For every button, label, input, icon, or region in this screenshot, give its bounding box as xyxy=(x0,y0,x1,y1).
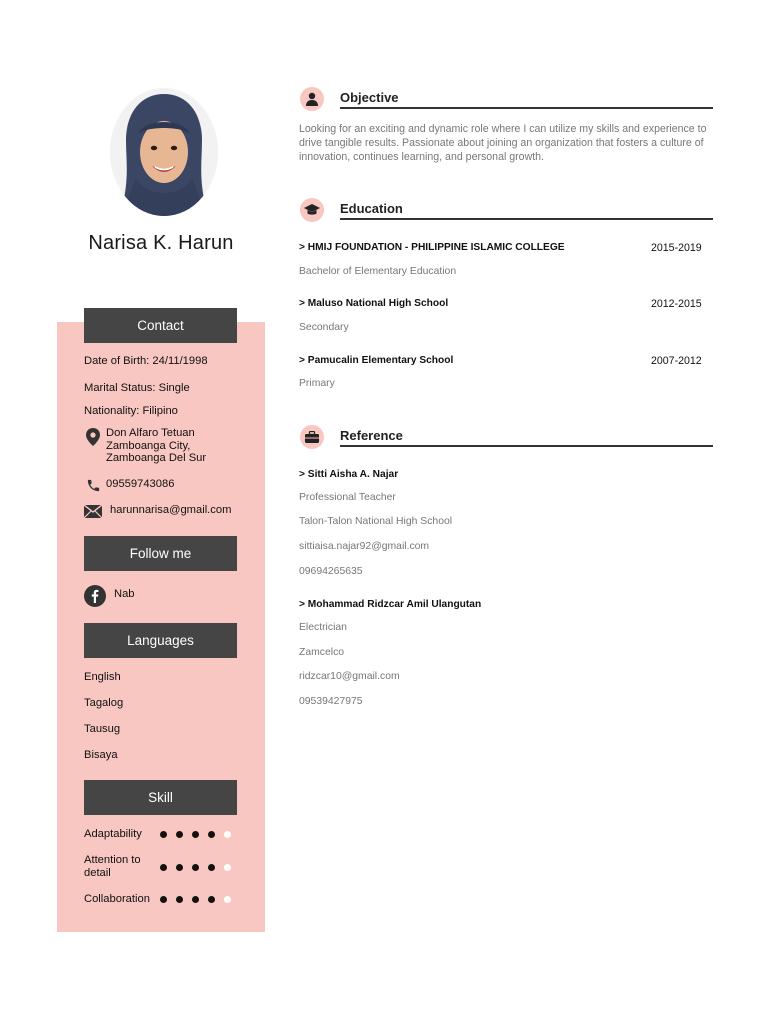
rating-dot-filled xyxy=(192,864,199,871)
rating-dot-filled xyxy=(208,896,215,903)
skill-rating xyxy=(160,864,231,871)
date-of-birth: Date of Birth: 24/11/1998 xyxy=(84,355,208,367)
address-line-1: Don Alfaro Tetuan xyxy=(106,427,195,439)
rating-dot-filled xyxy=(192,831,199,838)
education-school: > Maluso National High School xyxy=(299,298,449,309)
rating-dot-filled xyxy=(160,896,167,903)
profile-name: Narisa K. Harun xyxy=(88,232,234,254)
reference-role: Professional Teacher xyxy=(299,492,396,503)
graduation-cap-icon xyxy=(300,198,324,222)
education-years: 2012-2015 xyxy=(651,298,702,310)
skill-label-line: Attention to xyxy=(84,854,141,866)
reference-divider xyxy=(340,445,713,447)
rating-dot-empty xyxy=(224,896,231,903)
skill-label-line: detail xyxy=(84,867,111,879)
rating-dot-filled xyxy=(208,831,215,838)
rating-dot-filled xyxy=(208,864,215,871)
briefcase-icon xyxy=(300,425,324,449)
language-item: Tausug xyxy=(84,723,121,735)
education-detail: Primary xyxy=(299,378,335,389)
education-years: 2015-2019 xyxy=(651,242,702,254)
reference-email[interactable]: sittiaisa.najar92@gmail.com xyxy=(299,541,430,552)
reference-organization: Talon-Talon National High School xyxy=(299,516,453,527)
person-icon xyxy=(300,87,324,111)
rating-dot-filled xyxy=(176,831,183,838)
education-school: > Pamucalin Elementary School xyxy=(299,355,454,366)
education-years: 2007-2012 xyxy=(651,355,702,367)
skill-rating xyxy=(160,896,231,903)
phone-number: 09559743086 xyxy=(106,478,175,490)
rating-dot-empty xyxy=(224,864,231,871)
contact-heading: Contact xyxy=(84,308,237,343)
language-item: Bisaya xyxy=(84,749,118,761)
skill-heading: Skill xyxy=(84,780,237,815)
address xyxy=(106,427,246,465)
education-divider xyxy=(340,218,713,220)
address-line-2: Zamboanga City, xyxy=(106,439,191,452)
phone-icon xyxy=(84,476,102,494)
education-school: > HMIJ FOUNDATION - PHILIPPINE ISLAMIC COLLEGE xyxy=(299,242,565,253)
rating-dot-filled xyxy=(176,864,183,871)
email-icon xyxy=(84,502,102,520)
reference-phone: 09539427975 xyxy=(299,696,363,707)
address-line-3: Zamboanga Del Sur xyxy=(106,452,207,464)
objective-text: Looking for an exciting and dynamic role where I can utilize my skills and experience to drive tangible results. Passionate about joining an organization that fosters a culture of innovation, continues learning, and personal growth. xyxy=(299,123,707,164)
rating-dot-filled xyxy=(160,864,167,871)
reference-heading: Reference xyxy=(340,428,403,443)
profile-photo xyxy=(110,88,218,216)
facebook-icon[interactable] xyxy=(84,585,106,607)
reference-email[interactable]: ridzcar10@gmail.com xyxy=(299,671,400,682)
skill-rating xyxy=(160,831,231,838)
location-pin-icon xyxy=(84,428,102,446)
email-address[interactable]: harunnarisa@gmail.com xyxy=(110,504,232,516)
facebook-handle[interactable]: Nab xyxy=(114,588,135,600)
profile-photo-illustration xyxy=(110,88,218,216)
rating-dot-filled xyxy=(176,896,183,903)
reference-phone: 09694265635 xyxy=(299,566,363,577)
education-detail: Bachelor of Elementary Education xyxy=(299,266,457,277)
objective-heading: Objective xyxy=(340,90,399,105)
education-heading: Education xyxy=(340,201,403,216)
education-detail: Secondary xyxy=(299,322,349,333)
rating-dot-empty xyxy=(224,831,231,838)
marital-status: Marital Status: Single xyxy=(84,382,190,394)
skill-label: Collaboration xyxy=(84,893,150,905)
objective-divider xyxy=(340,107,713,109)
skill-label: Adaptability xyxy=(84,828,142,840)
languages-heading: Languages xyxy=(84,623,237,658)
rating-dot-filled xyxy=(192,896,199,903)
reference-name: > Mohammad Ridzcar Amil Ulangutan xyxy=(299,599,482,610)
rating-dot-filled xyxy=(160,831,167,838)
reference-organization: Zamcelco xyxy=(299,647,345,658)
reference-name: > Sitti Aisha A. Najar xyxy=(299,469,399,480)
follow-heading: Follow me xyxy=(84,536,237,571)
language-item: English xyxy=(84,671,121,683)
nationality: Nationality: Filipino xyxy=(84,405,178,417)
reference-role: Electrician xyxy=(299,622,347,633)
skill-label xyxy=(84,854,141,880)
language-item: Tagalog xyxy=(84,697,124,709)
